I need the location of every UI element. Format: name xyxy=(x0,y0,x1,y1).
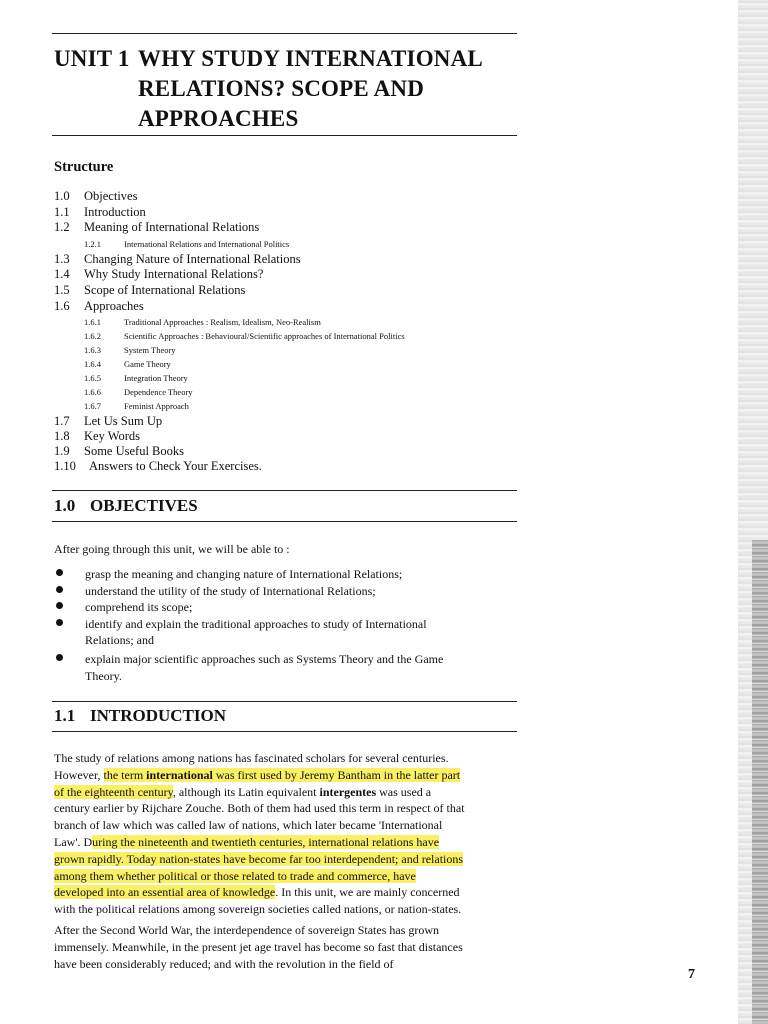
bullet-dot-icon xyxy=(56,569,63,576)
unit-title-line-1: WHY STUDY INTERNATIONAL xyxy=(138,46,483,71)
structure-label: Structure xyxy=(54,159,114,175)
unit-number: UNIT 1 xyxy=(54,46,130,71)
bullet-dot-icon xyxy=(56,586,63,593)
unit-title-line-3: APPROACHES xyxy=(138,106,299,131)
highlight: among them whether political or those related to trade and commerce, have xyxy=(54,868,416,883)
objectives-intro: After going through this unit, we will be able to : xyxy=(54,542,290,556)
highlight: developed into an essential area of knowledge xyxy=(54,885,276,900)
heading-rule xyxy=(52,135,517,136)
bullet-dot-icon xyxy=(56,654,63,661)
introduction-bottom-rule xyxy=(52,731,517,732)
unit-title-line-2: RELATIONS? SCOPE AND xyxy=(138,76,425,101)
bullet-dot-icon xyxy=(56,602,63,609)
page-number: 7 xyxy=(688,967,695,982)
highlight: grown rapidly. Today nation-states have become far too interdependent; and relations xyxy=(54,851,464,866)
introduction-paragraph-1: The study of relations among nations has fascinated scholars for several centuries. However, the term international was first used by Jeremy Bantham in the latter part of the eighteenth century, although its Latin equivalent intergentes was used a century earlier by Rijchare Zouche. Both of them had used this term in respect of that branch of law which was called law of nations, which later became 'International Law'. During the nineteenth and twentieth centuries, international relations have grown rapidly. Today nation-states have become far too interdependent; and relations among them whether political or those related to trade and commerce, have developed into an essential area of knowledge. In this unit, we are mainly concerned with the political relations among sovereign societies called nations, or nation-states. xyxy=(54,751,465,917)
highlight: uring the nineteenth and twentieth centuries, international relations have xyxy=(92,834,440,849)
scan-binding-edge xyxy=(752,540,768,1024)
unit-heading xyxy=(54,44,483,131)
highlight: the term international was first used by Jeremy Bantham in the latter part xyxy=(103,767,461,782)
introduction-top-rule xyxy=(52,701,517,702)
bullet-dot-icon xyxy=(56,619,63,626)
introduction-paragraph-2: After the Second World War, the interdependence of sovereign States has grown immensely. Meanwhile, in the present jet age travel has become so fast that distances have been considerably reduced; and with the revolution in the field of xyxy=(54,923,463,971)
objectives-bottom-rule xyxy=(52,521,517,522)
objectives-heading: 1.0 OBJECTIVES xyxy=(54,496,198,515)
top-rule xyxy=(52,33,517,34)
highlight: of the eighteenth century xyxy=(54,784,173,799)
document-page: UNIT 1 WHY STUDY INTERNATIONAL RELATIONS? SCOPE AND APPROACHES Structure 1.0 Objectives 1.1 Introduction 1.2 Meaning of International Relations 1.2.1 International Relations and International Politics 1.3 Changing Nature of International Relations 1.4 Why Study International Relations? 1.5 Scope of International Relations 1.6 Approaches 1.6.1 Traditional Approaches : Realism, Idealism, Neo-Realism 1.6.2 Scientific Approaches : Behavioural/Scientific approaches of International Politics 1.6.3 System Theory 1.6.4 Game Theory 1.6.5 Integration Theory 1.6.6 Dependence Theory 1.6.7 Feminist Approach 1.7 Let Us Sum Up 1.8 Key Words 1.9 Some Useful Books 1.10 Answers to Check Your Exercises. 1.0 OBJECTIVES After going through this unit, we will be able to : grasp the meaning and changing nature of International Relations; understand the utility of the study of International Relations; comprehend its scope; identify and explain the traditional approaches to study of International Relations; and explain major scientific approaches such as Systems Theory and the Game Theory. 1.1 INTRODUCTION The study of relations among nations has fascinated scholars for several centuries. However, the term international was first used by Jeremy Bantham in the latter part of the eighteenth century, although its Latin equivalent intergentes was used a century earlier by Rijchare Zouche. Both of them had used this term in respect of that branch of law which was called law of nations, which later became 'International Law'. During the nineteenth and twentieth centuries, international relations have grown rapidly. Today nation-states have become far too interdependent; and relations among them whether political or those related to trade and commerce, have developed into an essential area of knowledge. In this unit, we are mainly concerned with the political relations among sovereign societies called nations, or nation-states. After the Second World War, the interdependence of sovereign States has grown immensely. Meanwhile, in the present jet age travel has become so fast that distances have been considerably reduced; and with the revolution in the field of 7 xyxy=(0,0,768,1024)
introduction-heading: 1.1 INTRODUCTION xyxy=(54,706,227,725)
objectives-top-rule xyxy=(52,490,517,491)
